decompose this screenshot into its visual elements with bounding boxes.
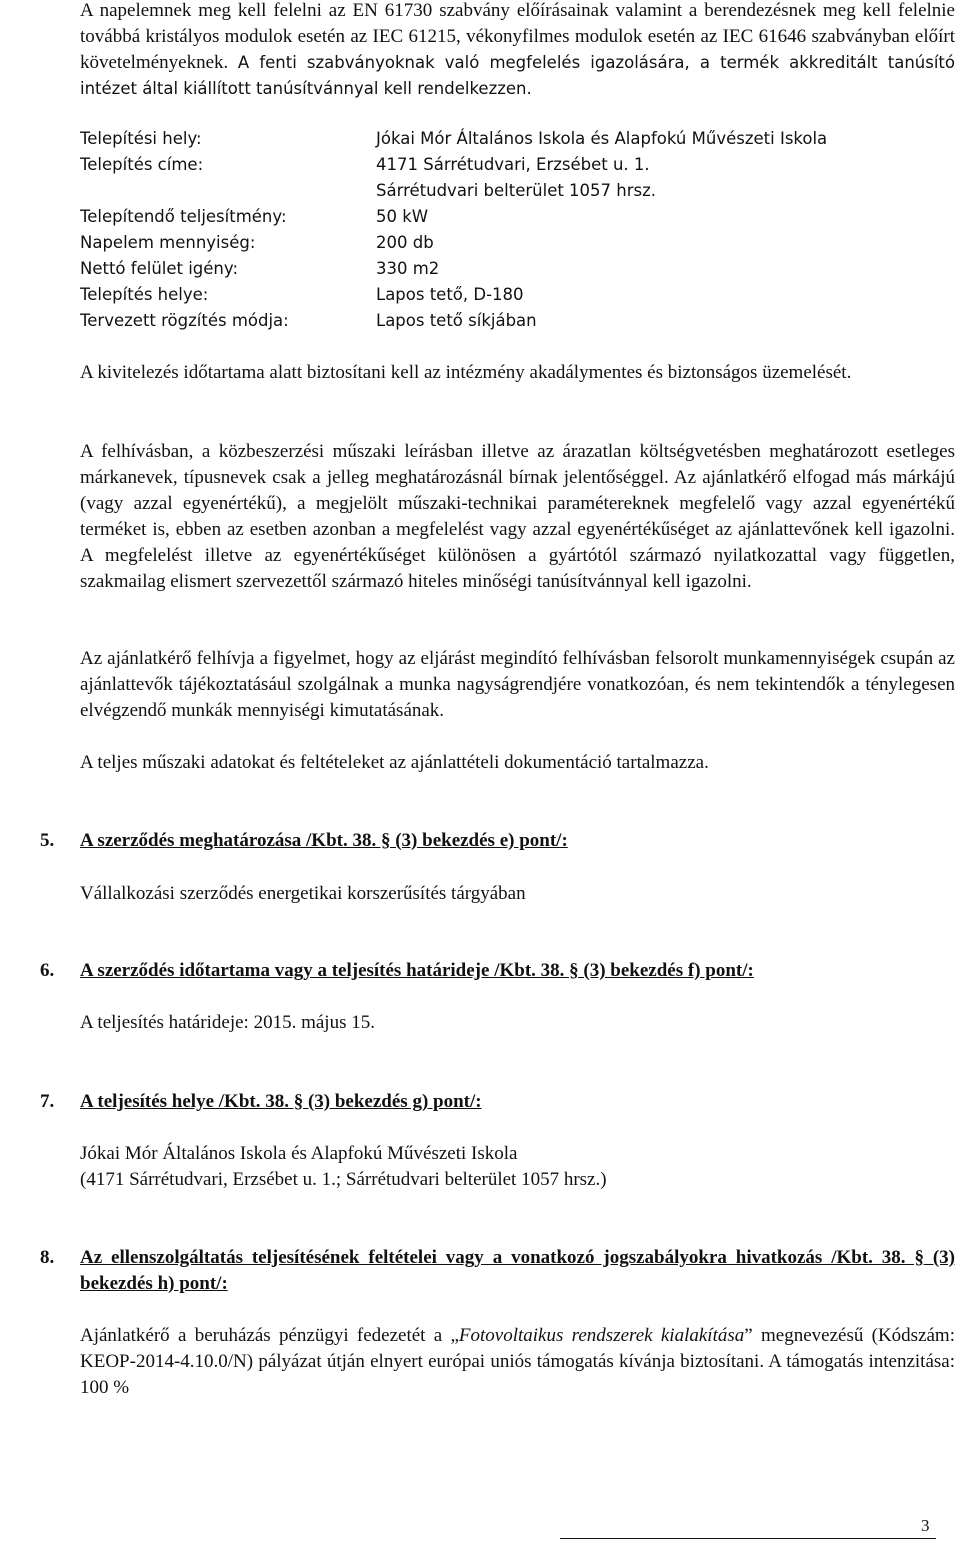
section-7-body-line-2: (4171 Sárrétudvari, Erzsébet u. 1.; Sárrétudvari belterület 1057 hrsz.) [80, 1169, 607, 1190]
section-5-body: Vállalkozási szerződés energetikai korszerűsítés tárgyában [80, 883, 526, 904]
section-title: A teljesítés helye /Kbt. 38. § (3) bekezdés g) pont/: [80, 1091, 482, 1112]
intro-paragraph [80, 0, 955, 102]
section-8-body-post: ” megnevezésű (Kódszám: KEOP-2014-4.10.0/N) pályázat útján elnyert európai uniós támogatás kívánja biztosítani. A támogatás intenzitása: 100 % [80, 1325, 955, 1398]
info-row-location [80, 126, 955, 152]
info-value: 4171 Sárrétudvari, Erzsébet u. 1. [376, 155, 650, 174]
info-value: Jókai Mór Általános Iskola és Alapfokú Művészeti Iskola [376, 129, 828, 148]
info-row-area [80, 256, 955, 282]
section-8-body-pre: Ajánlatkérő a beruházás pénzügyi fedezetét a „ [80, 1325, 459, 1346]
page-number: 3 [921, 1516, 930, 1535]
section-number: 8. [40, 1247, 55, 1268]
info-value: 50 kW [376, 207, 429, 226]
paragraph-brand-names: A felhívásban, a közbeszerzési műszaki leírásban illetve az árazatlan költségvetésben meghatározott esetleges márkanevek, típusnevek csak a jelleg meghatározásnál bírnak jelentőséggel. Az ajánlatkérő elfogad más márkájú (vagy azzal egyenértékű), a megjelölt műszaki-technikai paramétereknek megfelelő vagy azzal egyenértékű terméket is, ebben az esetben azonban a megfelelést vagy azzal egyenértékűséget az ajánlattevőnek kell igazolni. A megfelelést illetve az egyenértékűséget különösen a gyártótól származó nyilatkozattal vagy független, szakmailag elismert szervezettől származó hiteles minőségi tanúsítvánnyal kell igazolni. [80, 441, 955, 592]
section-8-body-italic: Fotovoltaikus rendszerek kialakítása [458, 1325, 745, 1346]
section-7-body [80, 1141, 955, 1193]
section-6-heading [40, 958, 955, 984]
info-value: 330 m2 [376, 259, 440, 278]
info-value: Sárrétudvari belterület 1057 hrsz. [376, 181, 657, 200]
paragraph-accessibility: A kivitelezés időtartama alatt biztosítani kell az intézmény akadálymentes és biztonságos üzemelését. [80, 362, 852, 383]
info-row-parcel [80, 178, 955, 204]
installation-info-table [80, 126, 955, 334]
intro-sentence-1: A napelemnek meg kell felelni az EN 61730 szabvány előírásainak valamint a berendezésnek meg kell felelnie továbbá kristályos modulok esetén az IEC 61215, vékonyfilmes modulok esetén az IEC 61646 szabványban előírt követelményeknek. [80, 0, 955, 73]
info-label: Telepítendő teljesítmény: [80, 207, 287, 226]
section-title: A szerződés időtartama vagy a teljesítés határideje /Kbt. 38. § (3) bekezdés f) pont/: [80, 960, 754, 981]
section-7-heading [40, 1089, 955, 1115]
info-row-place [80, 282, 955, 308]
intro-sentence-2: A fenti szabványoknak való megfelelés igazolására, a termék akkreditált tanúsító intézet által kiállított tanúsítvánnyal kell rendelkezzen. [80, 53, 955, 98]
section-7-body-line-1: Jókai Mór Általános Iskola és Alapfokú Művészeti Iskola [80, 1143, 518, 1164]
section-number: 5. [40, 830, 55, 851]
paragraph-documentation: A teljes műszaki adatokat és feltételeket az ajánlattételi dokumentáció tartalmazza. [80, 752, 709, 773]
info-label: Telepítés helye: [80, 285, 209, 304]
info-label: Nettó felület igény: [80, 259, 239, 278]
info-row-power [80, 204, 955, 230]
info-value: 200 db [376, 233, 434, 252]
info-label: Tervezett rögzítés módja: [80, 311, 289, 330]
info-row-mounting [80, 308, 955, 334]
info-row-address [80, 152, 955, 178]
section-8-heading [40, 1245, 955, 1297]
info-label: Telepítés címe: [80, 155, 204, 174]
section-8-body [80, 1323, 955, 1401]
info-value: Lapos tető síkjában [376, 311, 537, 330]
paragraph-quantities: Az ajánlatkérő felhívja a figyelmet, hogy az eljárást megindító felhívásban felsorolt munkamennyiségek csupán az ajánlattevők tájékoztatásául szolgálnak a munka nagyságrendjére vonatkozóan, és nem tekintendők a ténylegesen elvégzendő munkák mennyiségi kimutatásának. [80, 648, 955, 721]
section-title: A szerződés meghatározása /Kbt. 38. § (3) bekezdés e) pont/: [80, 830, 568, 851]
section-number: 7. [40, 1091, 55, 1112]
info-row-panel-count [80, 230, 955, 256]
info-value: Lapos tető, D-180 [376, 285, 524, 304]
section-number: 6. [40, 960, 55, 981]
info-label: Napelem mennyiség: [80, 233, 256, 252]
section-5-heading [40, 828, 955, 854]
footer-divider [560, 1538, 936, 1539]
section-6-body: A teljesítés határideje: 2015. május 15. [80, 1012, 375, 1033]
info-label: Telepítési hely: [80, 129, 202, 148]
section-title: Az ellenszolgáltatás teljesítésének feltételei vagy a vonatkozó jogszabályokra hivatkozás /Kbt. 38. § (3) bekezdés h) pont/: [80, 1247, 955, 1294]
